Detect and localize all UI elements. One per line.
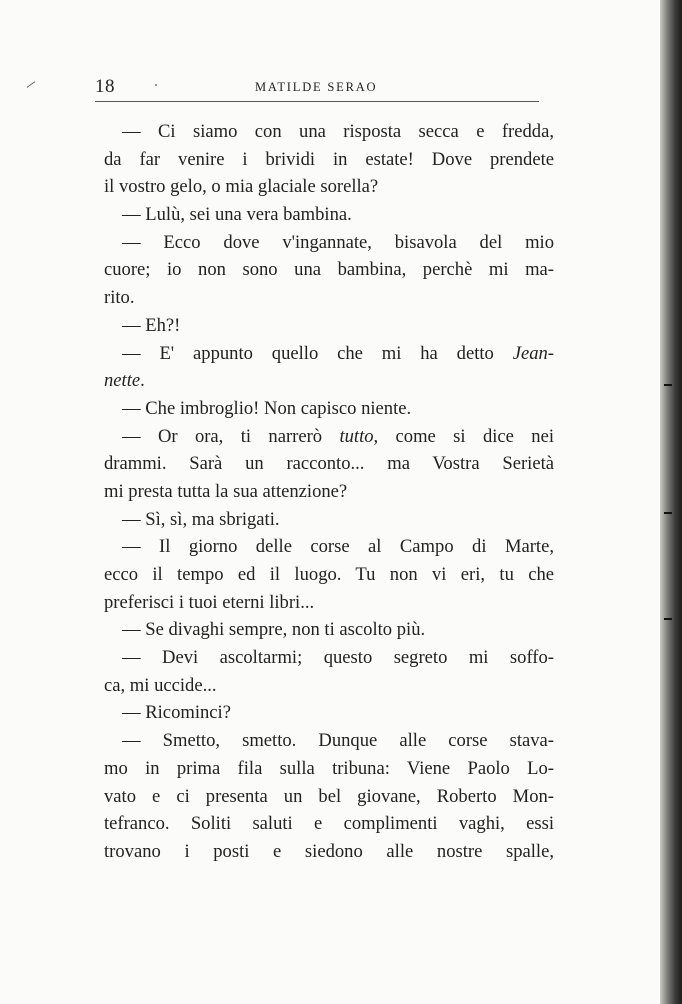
text-line	[104, 450, 554, 478]
text-line-content: — Lulù, sei una vera bambina.	[122, 204, 352, 226]
text-line	[104, 229, 554, 257]
text-line-content: — Or ora, ti narrerò	[122, 425, 340, 447]
text-line	[104, 589, 554, 617]
text-line-content: cuore; io non sono una bambina, perchè mi ma-	[104, 259, 554, 281]
text-line	[104, 478, 554, 506]
page-number: 18	[95, 76, 115, 97]
text-line	[104, 284, 554, 312]
text-line-content: drammi. Sarà un racconto... ma Vostra Serietà	[104, 453, 554, 475]
text-line-content: — E' appunto quello che mi ha detto	[122, 342, 513, 364]
text-line	[104, 672, 554, 700]
text-line	[104, 561, 554, 589]
text-line	[104, 395, 554, 423]
text-line	[104, 256, 554, 284]
text-line	[104, 173, 554, 201]
edge-mark	[664, 384, 672, 386]
text-line-content: — Ecco dove v'ingannate, bisavola del mio	[122, 231, 554, 253]
text-line-content: — Sì, sì, ma sbrigati.	[122, 508, 280, 530]
text-line-content: rito.	[104, 287, 135, 309]
text-line	[104, 838, 554, 866]
text-line	[104, 201, 554, 229]
text-line	[104, 146, 554, 174]
text-line	[104, 312, 554, 340]
margin-mark	[27, 81, 36, 88]
text-line	[104, 727, 554, 755]
binding-edge	[660, 0, 682, 1004]
text-line	[104, 423, 554, 451]
text-line-content: mo in prima fila sulla tribuna: Viene Paolo Lo-	[104, 757, 554, 779]
text-line	[104, 340, 554, 368]
edge-mark	[664, 512, 672, 514]
header-rule	[95, 101, 539, 102]
text-line-content: mi presta tutta la sua attenzione?	[104, 480, 348, 502]
text-line-content: tefranco. Soliti saluti e complimenti vaghi, essi	[104, 813, 554, 835]
running-head: MATILDE SERAO	[255, 80, 378, 94]
text-line-italic: tutto	[339, 425, 374, 447]
text-line	[104, 506, 554, 534]
text-line-content: trovano i posti e siedono alle nostre spalle,	[104, 840, 554, 862]
text-line	[104, 533, 554, 561]
text-line-content: — Che imbroglio! Non capisco niente.	[122, 397, 412, 419]
text-line-content: — Ci siamo con una risposta secca e fredda,	[122, 121, 554, 142]
text-line-content: preferisci i tuoi eterni libri...	[104, 591, 315, 613]
edge-mark	[664, 618, 672, 620]
header-dot	[155, 84, 157, 86]
text-line	[104, 644, 554, 672]
text-line-content: — Smetto, smetto. Dunque alle corse stava-	[122, 730, 554, 752]
text-line	[104, 755, 554, 783]
text-line-content: — Ricominci?	[122, 702, 231, 724]
text-line-italic: nette	[104, 370, 141, 392]
text-line-content: — Eh?!	[122, 314, 181, 336]
text-line	[104, 367, 554, 395]
text-line-content: vato e ci presenta un bel giovane, Roberto Mon-	[104, 785, 554, 807]
text-line-content: , come si dice nei	[373, 425, 554, 447]
text-line-content: il vostro gelo, o mia glaciale sorella?	[104, 176, 379, 198]
text-line	[104, 118, 554, 146]
text-line-content: — Il giorno delle corse al Campo di Marte,	[122, 536, 554, 558]
page-header	[95, 74, 539, 102]
text-line-italic: Jean-	[512, 342, 554, 364]
text-line	[104, 699, 554, 727]
text-line-content: — Se divaghi sempre, non ti ascolto più.	[122, 619, 426, 641]
text-line-content: — Devi ascoltarmi; questo segreto mi soffo-	[122, 647, 554, 669]
text-line-content: da far venire i brividi in estate! Dove prendete	[104, 148, 554, 170]
text-line	[104, 783, 554, 811]
text-line-content: .	[140, 370, 145, 392]
body-text	[104, 118, 554, 866]
text-line-content: ca, mi uccide...	[104, 674, 217, 696]
text-line	[104, 810, 554, 838]
text-line-content: ecco il tempo ed il luogo. Tu non vi eri, tu che	[104, 564, 554, 585]
text-line	[104, 616, 554, 644]
